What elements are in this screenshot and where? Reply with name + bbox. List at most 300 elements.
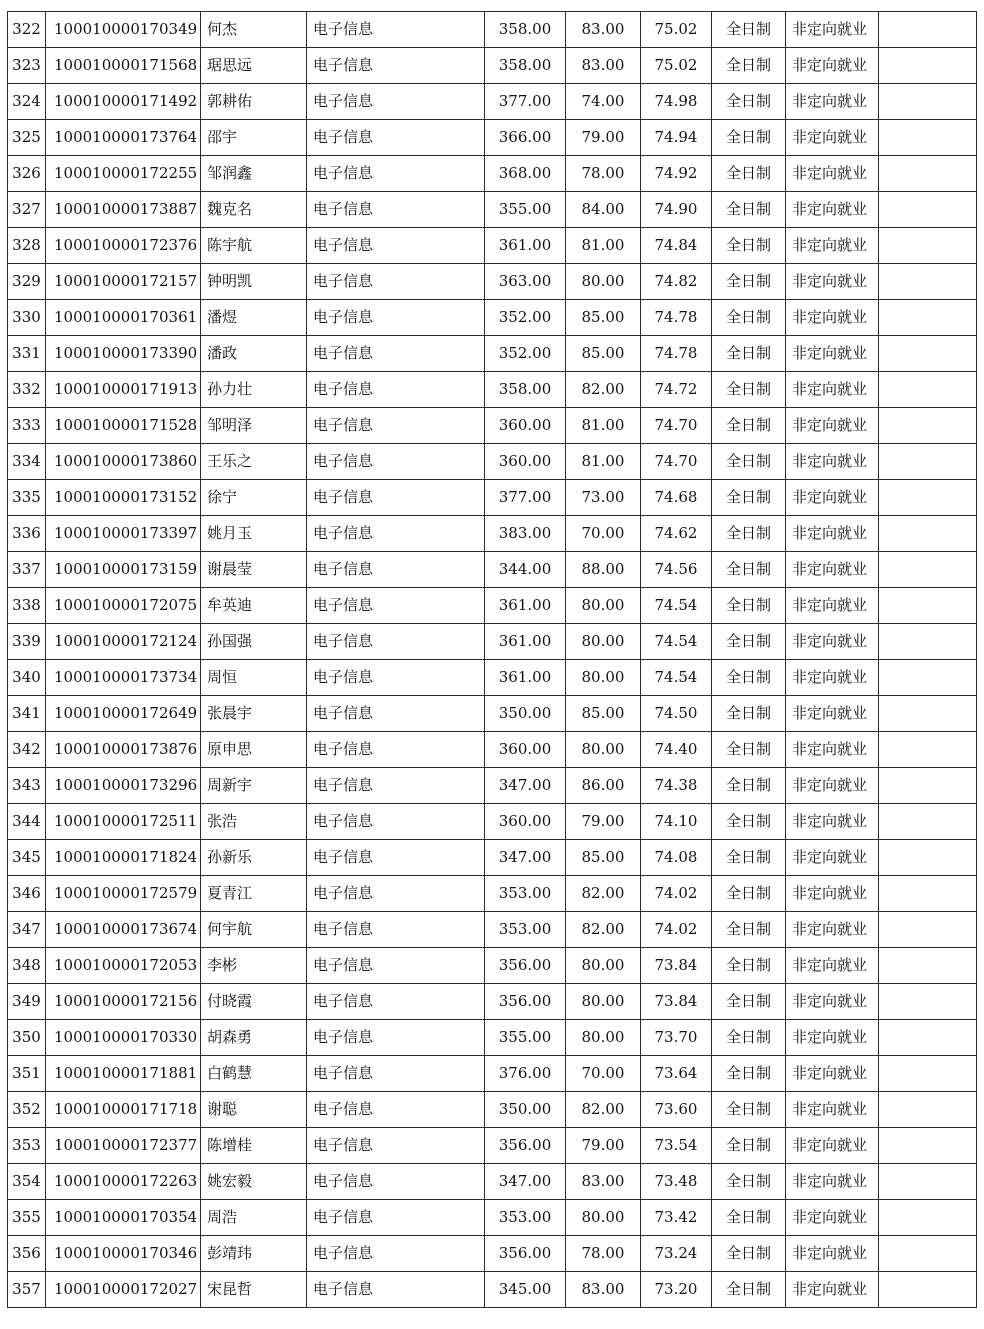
cell-enrollment-type: 非定向就业	[786, 660, 879, 696]
cell-study-mode: 全日制	[712, 624, 786, 660]
cell-enrollment-type: 非定向就业	[786, 480, 879, 516]
cell-major: 电子信息	[307, 48, 485, 84]
cell-major: 电子信息	[307, 732, 485, 768]
cell-candidate-id: 100010000172027	[46, 1272, 201, 1308]
cell-study-mode: 全日制	[712, 408, 786, 444]
cell-initial-score: 360.00	[485, 804, 566, 840]
cell-note	[879, 336, 977, 372]
cell-enrollment-type: 非定向就业	[786, 1200, 879, 1236]
cell-total-score: 73.60	[641, 1092, 712, 1128]
cell-enrollment-type: 非定向就业	[786, 1272, 879, 1308]
cell-enrollment-type: 非定向就业	[786, 588, 879, 624]
cell-study-mode: 全日制	[712, 1092, 786, 1128]
cell-study-mode: 全日制	[712, 768, 786, 804]
cell-retest-score: 80.00	[566, 1200, 641, 1236]
cell-total-score: 74.62	[641, 516, 712, 552]
cell-enrollment-type: 非定向就业	[786, 876, 879, 912]
cell-enrollment-type: 非定向就业	[786, 300, 879, 336]
cell-enrollment-type: 非定向就业	[786, 12, 879, 48]
cell-study-mode: 全日制	[712, 1272, 786, 1308]
cell-retest-score: 80.00	[566, 732, 641, 768]
cell-total-score: 74.68	[641, 480, 712, 516]
cell-initial-score: 356.00	[485, 1236, 566, 1272]
cell-note	[879, 1200, 977, 1236]
cell-serial-number: 341	[8, 696, 46, 732]
cell-total-score: 73.84	[641, 984, 712, 1020]
cell-major: 电子信息	[307, 300, 485, 336]
cell-candidate-id: 100010000173296	[46, 768, 201, 804]
cell-total-score: 74.54	[641, 660, 712, 696]
cell-total-score: 74.10	[641, 804, 712, 840]
cell-total-score: 74.70	[641, 444, 712, 480]
cell-initial-score: 376.00	[485, 1056, 566, 1092]
cell-total-score: 73.54	[641, 1128, 712, 1164]
cell-retest-score: 73.00	[566, 480, 641, 516]
cell-total-score: 74.78	[641, 336, 712, 372]
cell-retest-score: 82.00	[566, 372, 641, 408]
cell-serial-number: 356	[8, 1236, 46, 1272]
cell-serial-number: 342	[8, 732, 46, 768]
cell-note	[879, 588, 977, 624]
cell-serial-number: 348	[8, 948, 46, 984]
cell-note	[879, 948, 977, 984]
cell-note	[879, 1020, 977, 1056]
cell-candidate-id: 100010000172255	[46, 156, 201, 192]
cell-retest-score: 79.00	[566, 1128, 641, 1164]
table-row	[8, 876, 977, 912]
cell-candidate-id: 100010000172376	[46, 228, 201, 264]
cell-enrollment-type: 非定向就业	[786, 984, 879, 1020]
cell-retest-score: 80.00	[566, 264, 641, 300]
cell-serial-number: 332	[8, 372, 46, 408]
table-row	[8, 588, 977, 624]
cell-candidate-id: 100010000172156	[46, 984, 201, 1020]
cell-study-mode: 全日制	[712, 84, 786, 120]
cell-initial-score: 361.00	[485, 588, 566, 624]
cell-candidate-name: 夏青江	[201, 876, 307, 912]
cell-serial-number: 333	[8, 408, 46, 444]
cell-note	[879, 372, 977, 408]
cell-total-score: 74.98	[641, 84, 712, 120]
cell-enrollment-type: 非定向就业	[786, 192, 879, 228]
cell-candidate-id: 100010000172511	[46, 804, 201, 840]
cell-candidate-id: 100010000173390	[46, 336, 201, 372]
cell-candidate-name: 何杰	[201, 12, 307, 48]
table-row	[8, 48, 977, 84]
cell-retest-score: 80.00	[566, 984, 641, 1020]
cell-candidate-id: 100010000172157	[46, 264, 201, 300]
cell-enrollment-type: 非定向就业	[786, 372, 879, 408]
cell-study-mode: 全日制	[712, 948, 786, 984]
cell-serial-number: 328	[8, 228, 46, 264]
cell-major: 电子信息	[307, 840, 485, 876]
cell-retest-score: 85.00	[566, 336, 641, 372]
cell-major: 电子信息	[307, 1020, 485, 1056]
cell-enrollment-type: 非定向就业	[786, 156, 879, 192]
cell-candidate-name: 孙新乐	[201, 840, 307, 876]
cell-total-score: 73.70	[641, 1020, 712, 1056]
cell-major: 电子信息	[307, 372, 485, 408]
cell-candidate-name: 邹润鑫	[201, 156, 307, 192]
cell-note	[879, 768, 977, 804]
cell-retest-score: 82.00	[566, 1092, 641, 1128]
cell-initial-score: 347.00	[485, 1164, 566, 1200]
cell-initial-score: 358.00	[485, 372, 566, 408]
cell-retest-score: 82.00	[566, 912, 641, 948]
cell-candidate-id: 100010000171718	[46, 1092, 201, 1128]
cell-total-score: 74.84	[641, 228, 712, 264]
cell-initial-score: 356.00	[485, 984, 566, 1020]
cell-enrollment-type: 非定向就业	[786, 624, 879, 660]
cell-major: 电子信息	[307, 192, 485, 228]
cell-candidate-name: 陈宇航	[201, 228, 307, 264]
cell-enrollment-type: 非定向就业	[786, 1128, 879, 1164]
cell-serial-number: 329	[8, 264, 46, 300]
cell-enrollment-type: 非定向就业	[786, 912, 879, 948]
cell-note	[879, 804, 977, 840]
cell-major: 电子信息	[307, 1092, 485, 1128]
cell-serial-number: 340	[8, 660, 46, 696]
cell-candidate-id: 100010000173674	[46, 912, 201, 948]
cell-candidate-name: 潘煜	[201, 300, 307, 336]
cell-note	[879, 1056, 977, 1092]
cell-note	[879, 696, 977, 732]
cell-study-mode: 全日制	[712, 1128, 786, 1164]
table-row	[8, 732, 977, 768]
table-row	[8, 1020, 977, 1056]
cell-note	[879, 300, 977, 336]
cell-note	[879, 48, 977, 84]
cell-total-score: 74.82	[641, 264, 712, 300]
cell-major: 电子信息	[307, 768, 485, 804]
cell-enrollment-type: 非定向就业	[786, 696, 879, 732]
cell-retest-score: 83.00	[566, 48, 641, 84]
cell-candidate-name: 周恒	[201, 660, 307, 696]
cell-retest-score: 74.00	[566, 84, 641, 120]
cell-major: 电子信息	[307, 948, 485, 984]
cell-major: 电子信息	[307, 660, 485, 696]
cell-retest-score: 84.00	[566, 192, 641, 228]
cell-study-mode: 全日制	[712, 192, 786, 228]
cell-retest-score: 86.00	[566, 768, 641, 804]
cell-major: 电子信息	[307, 552, 485, 588]
cell-major: 电子信息	[307, 876, 485, 912]
cell-candidate-name: 牟英迪	[201, 588, 307, 624]
cell-major: 电子信息	[307, 984, 485, 1020]
cell-major: 电子信息	[307, 1200, 485, 1236]
cell-note	[879, 984, 977, 1020]
table-row	[8, 1092, 977, 1128]
cell-note	[879, 156, 977, 192]
cell-candidate-id: 100010000171528	[46, 408, 201, 444]
cell-candidate-name: 谢聪	[201, 1092, 307, 1128]
cell-retest-score: 83.00	[566, 12, 641, 48]
cell-initial-score: 347.00	[485, 768, 566, 804]
cell-initial-score: 353.00	[485, 912, 566, 948]
cell-study-mode: 全日制	[712, 1020, 786, 1056]
table-row	[8, 12, 977, 48]
cell-serial-number: 343	[8, 768, 46, 804]
cell-serial-number: 347	[8, 912, 46, 948]
cell-candidate-id: 100010000172053	[46, 948, 201, 984]
cell-candidate-id: 100010000170354	[46, 1200, 201, 1236]
cell-major: 电子信息	[307, 1128, 485, 1164]
cell-note	[879, 84, 977, 120]
cell-study-mode: 全日制	[712, 48, 786, 84]
cell-enrollment-type: 非定向就业	[786, 84, 879, 120]
cell-study-mode: 全日制	[712, 1236, 786, 1272]
cell-candidate-name: 周浩	[201, 1200, 307, 1236]
cell-retest-score: 83.00	[566, 1164, 641, 1200]
cell-serial-number: 349	[8, 984, 46, 1020]
cell-note	[879, 516, 977, 552]
cell-enrollment-type: 非定向就业	[786, 732, 879, 768]
table-row	[8, 228, 977, 264]
cell-initial-score: 360.00	[485, 732, 566, 768]
cell-retest-score: 80.00	[566, 624, 641, 660]
cell-retest-score: 85.00	[566, 300, 641, 336]
cell-serial-number: 331	[8, 336, 46, 372]
cell-serial-number: 354	[8, 1164, 46, 1200]
table-row	[8, 1128, 977, 1164]
cell-retest-score: 80.00	[566, 588, 641, 624]
cell-serial-number: 339	[8, 624, 46, 660]
cell-candidate-id: 100010000171881	[46, 1056, 201, 1092]
table-row	[8, 624, 977, 660]
cell-candidate-id: 100010000173159	[46, 552, 201, 588]
cell-major: 电子信息	[307, 804, 485, 840]
cell-study-mode: 全日制	[712, 840, 786, 876]
cell-retest-score: 81.00	[566, 408, 641, 444]
cell-note	[879, 1272, 977, 1308]
cell-major: 电子信息	[307, 912, 485, 948]
table-row	[8, 372, 977, 408]
cell-major: 电子信息	[307, 516, 485, 552]
cell-initial-score: 355.00	[485, 192, 566, 228]
cell-study-mode: 全日制	[712, 120, 786, 156]
table-row	[8, 264, 977, 300]
cell-candidate-name: 王乐之	[201, 444, 307, 480]
cell-total-score: 74.02	[641, 876, 712, 912]
cell-serial-number: 351	[8, 1056, 46, 1092]
cell-retest-score: 79.00	[566, 804, 641, 840]
table-row	[8, 156, 977, 192]
cell-initial-score: 366.00	[485, 120, 566, 156]
cell-study-mode: 全日制	[712, 984, 786, 1020]
cell-enrollment-type: 非定向就业	[786, 1164, 879, 1200]
cell-initial-score: 383.00	[485, 516, 566, 552]
cell-retest-score: 80.00	[566, 660, 641, 696]
cell-serial-number: 324	[8, 84, 46, 120]
cell-candidate-id: 100010000172579	[46, 876, 201, 912]
cell-candidate-id: 100010000173860	[46, 444, 201, 480]
cell-major: 电子信息	[307, 336, 485, 372]
cell-serial-number: 336	[8, 516, 46, 552]
cell-total-score: 74.08	[641, 840, 712, 876]
cell-initial-score: 358.00	[485, 12, 566, 48]
cell-major: 电子信息	[307, 1236, 485, 1272]
cell-initial-score: 347.00	[485, 840, 566, 876]
cell-study-mode: 全日制	[712, 696, 786, 732]
cell-total-score: 74.56	[641, 552, 712, 588]
cell-candidate-id: 100010000172263	[46, 1164, 201, 1200]
cell-note	[879, 444, 977, 480]
cell-candidate-id: 100010000172377	[46, 1128, 201, 1164]
cell-serial-number: 352	[8, 1092, 46, 1128]
cell-total-score: 73.42	[641, 1200, 712, 1236]
cell-enrollment-type: 非定向就业	[786, 948, 879, 984]
table-row	[8, 1164, 977, 1200]
cell-note	[879, 912, 977, 948]
cell-study-mode: 全日制	[712, 444, 786, 480]
cell-initial-score: 377.00	[485, 480, 566, 516]
cell-enrollment-type: 非定向就业	[786, 552, 879, 588]
cell-total-score: 74.54	[641, 624, 712, 660]
cell-total-score: 74.50	[641, 696, 712, 732]
cell-study-mode: 全日制	[712, 300, 786, 336]
cell-candidate-id: 100010000173876	[46, 732, 201, 768]
cell-serial-number: 346	[8, 876, 46, 912]
cell-major: 电子信息	[307, 156, 485, 192]
cell-major: 电子信息	[307, 480, 485, 516]
cell-study-mode: 全日制	[712, 156, 786, 192]
cell-candidate-id: 100010000173152	[46, 480, 201, 516]
cell-enrollment-type: 非定向就业	[786, 120, 879, 156]
table-row	[8, 984, 977, 1020]
cell-candidate-name: 姚月玉	[201, 516, 307, 552]
cell-serial-number: 350	[8, 1020, 46, 1056]
cell-candidate-id: 100010000170330	[46, 1020, 201, 1056]
cell-candidate-name: 徐宁	[201, 480, 307, 516]
cell-retest-score: 88.00	[566, 552, 641, 588]
cell-major: 电子信息	[307, 228, 485, 264]
cell-serial-number: 338	[8, 588, 46, 624]
cell-study-mode: 全日制	[712, 804, 786, 840]
cell-total-score: 75.02	[641, 48, 712, 84]
cell-serial-number: 334	[8, 444, 46, 480]
cell-candidate-name: 魏克名	[201, 192, 307, 228]
cell-enrollment-type: 非定向就业	[786, 516, 879, 552]
table-row	[8, 444, 977, 480]
cell-study-mode: 全日制	[712, 912, 786, 948]
cell-candidate-name: 陈增桂	[201, 1128, 307, 1164]
cell-candidate-id: 100010000170346	[46, 1236, 201, 1272]
cell-initial-score: 345.00	[485, 1272, 566, 1308]
cell-candidate-name: 彭靖玮	[201, 1236, 307, 1272]
cell-candidate-id: 100010000172124	[46, 624, 201, 660]
cell-note	[879, 408, 977, 444]
cell-initial-score: 358.00	[485, 48, 566, 84]
cell-note	[879, 192, 977, 228]
cell-total-score: 74.70	[641, 408, 712, 444]
cell-initial-score: 356.00	[485, 948, 566, 984]
cell-enrollment-type: 非定向就业	[786, 1020, 879, 1056]
cell-total-score: 73.20	[641, 1272, 712, 1308]
cell-major: 电子信息	[307, 264, 485, 300]
cell-candidate-name: 原申思	[201, 732, 307, 768]
cell-candidate-id: 100010000171568	[46, 48, 201, 84]
cell-serial-number: 322	[8, 12, 46, 48]
cell-major: 电子信息	[307, 120, 485, 156]
table-row	[8, 696, 977, 732]
cell-initial-score: 361.00	[485, 228, 566, 264]
cell-candidate-id: 100010000170349	[46, 12, 201, 48]
cell-initial-score: 361.00	[485, 660, 566, 696]
cell-retest-score: 83.00	[566, 1272, 641, 1308]
cell-note	[879, 1236, 977, 1272]
cell-retest-score: 79.00	[566, 120, 641, 156]
cell-study-mode: 全日制	[712, 552, 786, 588]
cell-study-mode: 全日制	[712, 1056, 786, 1092]
cell-total-score: 75.02	[641, 12, 712, 48]
cell-study-mode: 全日制	[712, 732, 786, 768]
table-body	[8, 12, 977, 1308]
cell-major: 电子信息	[307, 444, 485, 480]
cell-note	[879, 624, 977, 660]
cell-enrollment-type: 非定向就业	[786, 804, 879, 840]
cell-retest-score: 80.00	[566, 948, 641, 984]
cell-candidate-id: 100010000171492	[46, 84, 201, 120]
cell-major: 电子信息	[307, 408, 485, 444]
cell-study-mode: 全日制	[712, 1164, 786, 1200]
cell-enrollment-type: 非定向就业	[786, 1092, 879, 1128]
cell-candidate-name: 潘政	[201, 336, 307, 372]
cell-candidate-name: 郭耕佑	[201, 84, 307, 120]
cell-note	[879, 12, 977, 48]
cell-total-score: 74.72	[641, 372, 712, 408]
cell-retest-score: 70.00	[566, 1056, 641, 1092]
cell-retest-score: 81.00	[566, 228, 641, 264]
cell-initial-score: 352.00	[485, 336, 566, 372]
table-row	[8, 300, 977, 336]
cell-major: 电子信息	[307, 1164, 485, 1200]
cell-retest-score: 70.00	[566, 516, 641, 552]
cell-study-mode: 全日制	[712, 480, 786, 516]
table-row	[8, 336, 977, 372]
cell-note	[879, 732, 977, 768]
table-row	[8, 804, 977, 840]
cell-candidate-id: 100010000173764	[46, 120, 201, 156]
cell-candidate-id: 100010000173887	[46, 192, 201, 228]
cell-enrollment-type: 非定向就业	[786, 1236, 879, 1272]
cell-candidate-name: 邹明泽	[201, 408, 307, 444]
cell-candidate-name: 谢晨莹	[201, 552, 307, 588]
cell-candidate-name: 钟明凯	[201, 264, 307, 300]
table-row	[8, 1200, 977, 1236]
admission-score-table	[7, 11, 977, 1308]
cell-retest-score: 82.00	[566, 876, 641, 912]
cell-initial-score: 363.00	[485, 264, 566, 300]
cell-initial-score: 350.00	[485, 696, 566, 732]
cell-total-score: 74.94	[641, 120, 712, 156]
cell-serial-number: 325	[8, 120, 46, 156]
cell-retest-score: 81.00	[566, 444, 641, 480]
table-row	[8, 408, 977, 444]
cell-initial-score: 361.00	[485, 624, 566, 660]
table-row	[8, 480, 977, 516]
cell-candidate-name: 付晓霞	[201, 984, 307, 1020]
cell-initial-score: 350.00	[485, 1092, 566, 1128]
cell-enrollment-type: 非定向就业	[786, 840, 879, 876]
cell-major: 电子信息	[307, 84, 485, 120]
cell-total-score: 73.64	[641, 1056, 712, 1092]
cell-enrollment-type: 非定向就业	[786, 444, 879, 480]
cell-retest-score: 80.00	[566, 1020, 641, 1056]
cell-major: 电子信息	[307, 1056, 485, 1092]
cell-note	[879, 228, 977, 264]
cell-serial-number: 353	[8, 1128, 46, 1164]
cell-total-score: 74.90	[641, 192, 712, 228]
